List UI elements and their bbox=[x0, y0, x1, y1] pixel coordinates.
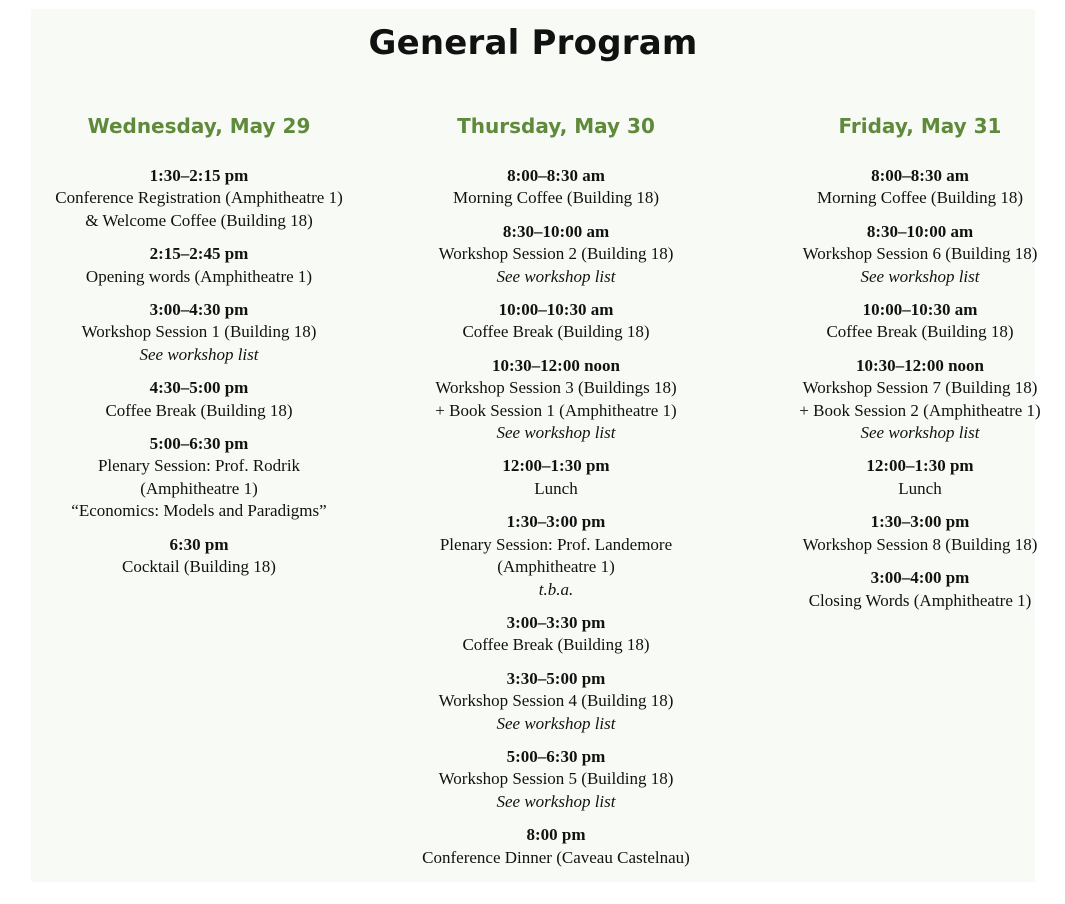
event-note: See workshop list bbox=[139, 344, 259, 364]
event-description: Coffee Break (Building 18) bbox=[462, 322, 650, 342]
event-item bbox=[751, 299, 1065, 344]
event-description: Workshop Session 5 (Building 18) bbox=[438, 769, 674, 789]
event-item bbox=[375, 824, 737, 869]
event-item bbox=[375, 455, 737, 500]
event-note: See workshop list bbox=[860, 423, 980, 443]
day-heading: Thursday, May 30 bbox=[457, 114, 655, 138]
event-time: 12:00–1:30 pm bbox=[866, 456, 974, 476]
event-item bbox=[31, 243, 367, 288]
event-item bbox=[375, 221, 737, 288]
event-list bbox=[751, 165, 1065, 612]
event-item bbox=[375, 165, 737, 210]
event-time: 4:30–5:00 pm bbox=[149, 378, 249, 398]
event-time: 10:30–12:00 noon bbox=[856, 355, 984, 375]
event-time: 1:30–3:00 pm bbox=[870, 512, 970, 532]
event-time: 3:00–3:30 pm bbox=[506, 612, 606, 632]
event-description: Plenary Session: Prof. Rodrik bbox=[97, 456, 301, 476]
event-item bbox=[31, 377, 367, 422]
event-description: & Welcome Coffee (Building 18) bbox=[85, 210, 313, 230]
event-item bbox=[375, 746, 737, 813]
event-description: Coffee Break (Building 18) bbox=[826, 322, 1014, 342]
event-note: See workshop list bbox=[860, 266, 980, 286]
event-item bbox=[375, 511, 737, 601]
event-item bbox=[31, 534, 367, 579]
event-item bbox=[751, 455, 1065, 500]
event-description: Morning Coffee (Building 18) bbox=[816, 188, 1024, 208]
event-time: 8:30–10:00 am bbox=[502, 221, 610, 241]
event-time: 8:00 pm bbox=[526, 825, 586, 845]
event-time: 12:00–1:30 pm bbox=[502, 456, 610, 476]
event-time: 10:00–10:30 am bbox=[498, 300, 614, 320]
event-time: 1:30–2:15 pm bbox=[149, 166, 249, 185]
event-item bbox=[751, 355, 1065, 445]
event-item bbox=[31, 433, 367, 523]
event-time: 1:30–3:00 pm bbox=[506, 512, 606, 532]
event-description: Workshop Session 1 (Building 18) bbox=[81, 322, 317, 342]
event-description: Workshop Session 7 (Building 18) bbox=[802, 378, 1038, 398]
program-panel bbox=[31, 9, 1041, 882]
event-description: Closing Words (Amphitheatre 1) bbox=[808, 590, 1032, 610]
event-note: See workshop list bbox=[496, 423, 616, 443]
event-time: 2:15–2:45 pm bbox=[149, 244, 249, 264]
event-note: See workshop list bbox=[496, 266, 616, 286]
event-description: Workshop Session 8 (Building 18) bbox=[802, 534, 1038, 554]
event-description: Conference Dinner (Caveau Castelnau) bbox=[422, 847, 690, 867]
event-time: 5:00–6:30 pm bbox=[506, 746, 606, 766]
event-description: “Economics: Models and Paradigms” bbox=[71, 501, 327, 521]
event-item bbox=[375, 355, 737, 445]
event-description: (Amphitheatre 1) bbox=[140, 478, 258, 498]
event-item bbox=[31, 165, 367, 232]
event-item bbox=[31, 299, 367, 366]
event-description: Cocktail (Building 18) bbox=[122, 557, 276, 577]
day-column-wednesday bbox=[31, 114, 367, 590]
event-item bbox=[375, 299, 737, 344]
event-time: 5:00–6:30 pm bbox=[149, 434, 249, 454]
event-item bbox=[751, 511, 1065, 556]
event-time: 8:00–8:30 am bbox=[507, 166, 605, 185]
event-time: 10:00–10:30 am bbox=[862, 300, 978, 320]
page-title: General Program bbox=[368, 23, 698, 63]
event-description: Morning Coffee (Building 18) bbox=[452, 188, 660, 208]
event-item bbox=[751, 221, 1065, 288]
event-note: See workshop list bbox=[496, 791, 616, 811]
event-description: + Book Session 1 (Amphitheatre 1) bbox=[435, 400, 677, 420]
event-description: + Book Session 2 (Amphitheatre 1) bbox=[799, 400, 1041, 420]
event-item bbox=[751, 567, 1065, 612]
event-description: Lunch bbox=[534, 478, 578, 498]
event-list bbox=[31, 165, 367, 579]
event-description: Coffee Break (Building 18) bbox=[105, 400, 293, 420]
event-description: Coffee Break (Building 18) bbox=[462, 635, 650, 655]
event-time: 3:30–5:00 pm bbox=[506, 668, 606, 688]
event-item bbox=[375, 668, 737, 735]
event-list bbox=[375, 165, 737, 869]
event-time: 8:00–8:30 am bbox=[871, 166, 969, 185]
event-item bbox=[375, 612, 737, 657]
day-column-friday bbox=[751, 114, 1065, 623]
event-time: 8:30–10:00 am bbox=[866, 221, 974, 241]
event-item bbox=[751, 165, 1065, 210]
event-time: 3:00–4:00 pm bbox=[870, 568, 970, 588]
event-description: Plenary Session: Prof. Landemore bbox=[439, 534, 673, 554]
event-time: 3:00–4:30 pm bbox=[149, 300, 249, 320]
event-description: Opening words (Amphitheatre 1) bbox=[85, 266, 313, 286]
day-heading: Friday, May 31 bbox=[838, 114, 1002, 138]
event-time: 6:30 pm bbox=[169, 534, 229, 554]
event-note: See workshop list bbox=[496, 713, 616, 733]
day-column-thursday bbox=[375, 114, 737, 880]
event-note: t.b.a. bbox=[538, 579, 574, 599]
event-description: (Amphitheatre 1) bbox=[497, 557, 615, 577]
event-description: Workshop Session 6 (Building 18) bbox=[802, 244, 1038, 264]
event-description: Workshop Session 4 (Building 18) bbox=[438, 691, 674, 711]
event-description: Workshop Session 2 (Building 18) bbox=[438, 244, 674, 264]
event-description: Conference Registration (Amphitheatre 1) bbox=[55, 188, 343, 208]
event-description: Workshop Session 3 (Buildings 18) bbox=[435, 378, 677, 398]
event-time: 10:30–12:00 noon bbox=[492, 355, 620, 375]
event-description: Lunch bbox=[898, 478, 942, 498]
day-heading: Wednesday, May 29 bbox=[87, 114, 311, 138]
